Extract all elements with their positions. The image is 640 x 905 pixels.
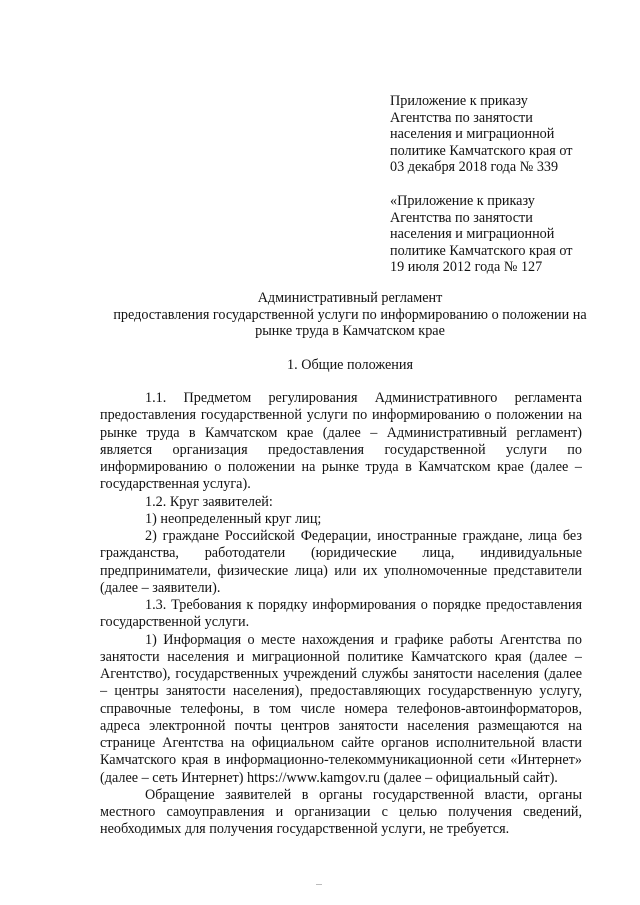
paragraph-1-2 bbox=[100, 494, 582, 511]
text-line: 2) граждане Российской Федерации, иностранные граждане, лица без bbox=[145, 528, 582, 544]
text-line: местного самоуправления и организации с целью получения сведений, bbox=[100, 804, 582, 820]
paragraph-1-2-item-2 bbox=[100, 528, 582, 597]
appendix-line: Приложение к приказу bbox=[390, 93, 528, 109]
text-line: государственной услуги. bbox=[100, 614, 250, 631]
text-line: (далее – заявители). bbox=[100, 579, 221, 596]
paragraph-appeal-note bbox=[100, 787, 582, 839]
text-line: адреса электронной почты центров занятости населения размещаются на bbox=[100, 717, 582, 734]
text-line: 1.3. Требования к порядку информирования о порядке предоставления bbox=[145, 597, 582, 613]
text-line: необходимых для получения государственной услуги, не требуется. bbox=[100, 821, 510, 838]
text-line: странице Агентства на официальном сайте органов исполнительной власти bbox=[100, 735, 582, 751]
text-line: Агентство), государственных учреждений службы занятости населения (далее bbox=[100, 666, 582, 682]
appendix-line: 03 декабря 2018 года № 339 bbox=[390, 159, 559, 175]
title-line: рынке труда в Камчатском крае bbox=[255, 323, 445, 339]
page-footer-mark bbox=[316, 884, 322, 885]
text-line: гражданства, работодатели (юридические лица, индивидуальные bbox=[100, 545, 582, 562]
appendix-line: политике Камчатского края от bbox=[390, 142, 573, 159]
text-line: информированию о положении на рынке труда в Камчатском крае (далее – bbox=[100, 459, 582, 475]
paragraph-1-3-item-1 bbox=[100, 632, 582, 787]
appendix-line: «Приложение к приказу bbox=[390, 193, 535, 209]
text-line: Камчатского края в информационно-телекоммуникационной сети «Интернет» bbox=[100, 752, 582, 769]
text-line: 1.1. Предметом регулирования Административного регламента bbox=[145, 390, 582, 406]
appendix-line: Агентства по занятости bbox=[390, 209, 533, 226]
appendix-reference-current bbox=[390, 93, 600, 176]
title-line: предоставления государственной услуги по информированию о положении на bbox=[113, 306, 587, 323]
text-line: 1) Информация о месте нахождения и графике работы Агентства по bbox=[145, 631, 582, 648]
section-heading: 1. Общие положения bbox=[287, 357, 413, 373]
text-line: государственная услуга). bbox=[100, 476, 251, 493]
text-line: 1) неопределенный круг лиц; bbox=[145, 510, 322, 527]
appendix-line: Агентства по занятости bbox=[390, 109, 533, 126]
text-line: является организация предоставления государственной услуги по bbox=[100, 441, 582, 458]
title-line: Административный регламент bbox=[257, 290, 443, 306]
text-line: Обращение заявителей в органы государственной власти, органы bbox=[145, 786, 582, 803]
text-line: рынке труда в Камчатском крае (далее – Административный регламент) bbox=[100, 424, 582, 441]
appendix-line: политике Камчатского края от bbox=[390, 242, 573, 259]
appendix-line: населения и миграционной bbox=[390, 226, 555, 242]
appendix-reference-original bbox=[390, 193, 600, 276]
paragraph-1-2-item-1 bbox=[100, 511, 582, 528]
text-line: 1.2. Круг заявителей: bbox=[145, 493, 273, 510]
document-title bbox=[100, 290, 600, 340]
paragraph-1-3 bbox=[100, 597, 582, 632]
text-line: справочные телефоны, в том числе номера телефонов-автоинформаторов, bbox=[100, 700, 582, 717]
text-line: (далее – сеть Интернет) https://www.kamgov.ru (далее – официальный сайт). bbox=[100, 769, 558, 786]
appendix-line: 19 июля 2012 года № 127 bbox=[390, 259, 543, 275]
paragraph-1-1 bbox=[100, 390, 582, 494]
text-line: занятости населения и миграционной политике Камчатского края (далее – bbox=[100, 648, 582, 665]
text-line: предприниматели, физические лица) или их уполномоченные представители bbox=[100, 562, 582, 579]
appendix-line: населения и миграционной bbox=[390, 126, 555, 142]
text-line: – центры занятости населения), предоставляющих государственную услугу, bbox=[100, 683, 582, 700]
document-body bbox=[100, 390, 582, 839]
text-line: предоставления государственной услуги по информированию о положении на bbox=[100, 407, 582, 424]
